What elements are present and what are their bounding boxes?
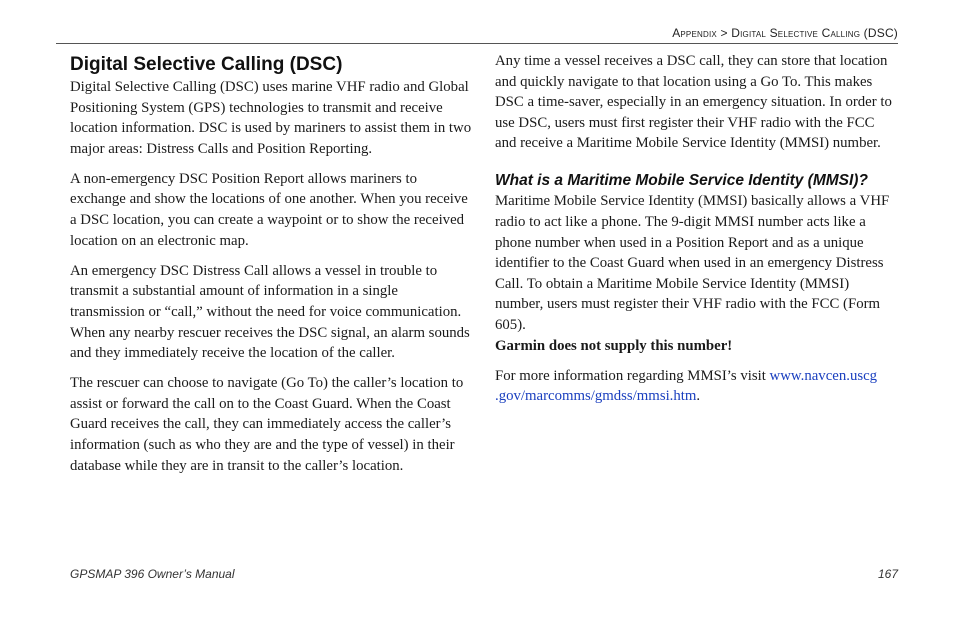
paragraph-rescuer: The rescuer can choose to navigate (Go To) the caller’s location to assist or forward the call on to the Coast Guard. When the Coast Guard receives the call, they can immediately access the caller’s information (such as who they are and the type of vessel) in their database while they are in transit to the caller’s location. [70,375,464,474]
paragraph-mmsi: Maritime Mobile Service Identity (MMSI) basically allows a VHF radio to act like a phone. The 9-digit MMSI number acts like a phone number when used in a Position Report and as a unique identifier to the Coast Guard when used in an emergency Distress Call. To obtain a Maritime Mobile Service Identity (MMSI) number, users must register their VHF radio with the FCC (Form 605). [495,193,890,334]
more-info-prefix: For more information regarding MMSI’s visit [495,367,770,384]
paragraph-more-info [495,366,899,407]
header-topic: Digital Selective Calling [731,26,861,40]
footer-manual-title: GPSMAP 396 Owner’s Manual [70,567,235,581]
header-separator: > [720,26,728,40]
more-info-suffix: . [696,388,701,405]
header-rule [56,43,898,44]
header-section: Appendix [672,26,717,40]
footer-page-number: 167 [877,567,898,581]
garmin-note: Garmin does not supply this number! [495,337,733,354]
right-column [495,51,899,416]
paragraph-intro: Digital Selective Calling (DSC) uses marine VHF radio and Global Positioning System (GPS) technologies to transmit and receive location information. DSC is used by mariners to assist them in two major areas: Distress Calls and Position Reporting. [70,79,472,157]
mmsi-subheading: What is a Maritime Mobile Service Identity (MMSI)? [495,172,868,190]
header-topic-abbrev: (DSC) [863,26,898,40]
running-header [672,26,898,40]
mmsi-info-link[interactable]: www.navcen.uscg .gov/marcomms/gmdss/mmsi.htm [495,367,878,405]
page-title: Digital Selective Calling (DSC) [70,54,343,75]
paragraph-dsc-store: Any time a vessel receives a DSC call, they can store that location and quickly navigate to that location using a Go To. This makes DSC a time-saver, especially in an emergency situation. In order to use DSC, users must first register their VHF radio with the FCC and receive a Maritime Mobile Service Identity (MMSI) number. [495,53,892,152]
paragraph-distress-call: An emergency DSC Distress Call allows a vessel in trouble to transmit a substantial amount of information in a single transmission or “call,” without the need for voice communication. When any nearby rescuer receives the DSC signal, an alarm sounds and they immediately receive the location of the caller. [70,262,470,362]
paragraph-position-report: A non-emergency DSC Position Report allows mariners to exchange and show the locations of one another. When you receive a DSC location, you can create a waypoint or to show the received location on an electronic map. [70,170,468,249]
left-column [70,53,475,486]
